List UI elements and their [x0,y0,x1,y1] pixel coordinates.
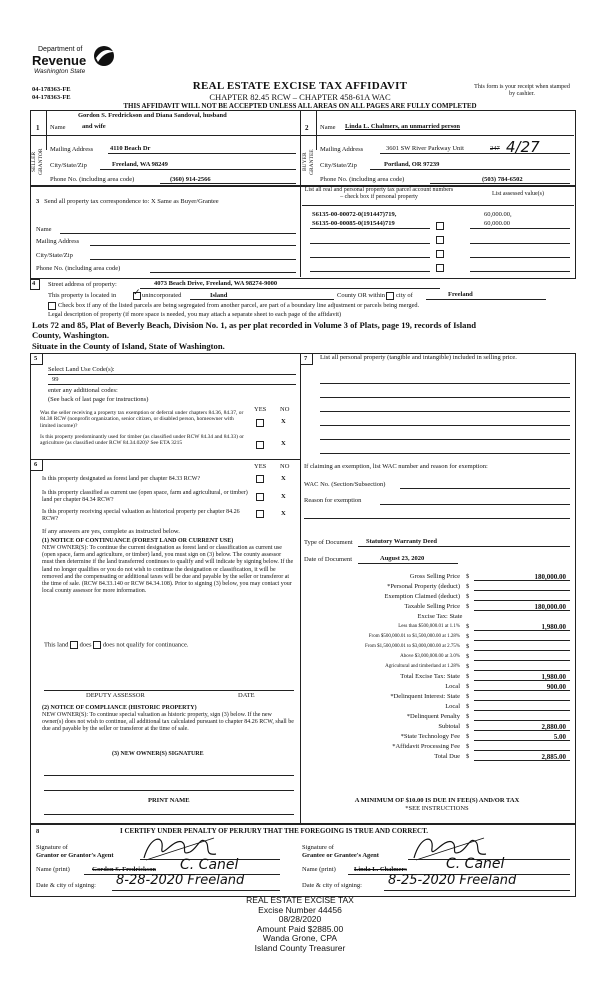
does-not-qualify-checkbox[interactable] [93,641,101,649]
buyer-addr-handwritten-unit: 4/27 [506,138,540,156]
sec6-q2: Is this property classified as current use (open space, farm and agricultural, or timber) land per chapter 84.34 RCW? [42,490,248,503]
calc-row-3-currency: $ [466,603,470,610]
exemption-label: If claiming an exemption, list WAC number and reason for exemption: [304,463,488,470]
this-land-label: This land [44,641,69,649]
total-8-label: Total Due [434,753,460,760]
seller-addr: 4110 Beach Dr [110,145,151,152]
personal-property-label: List all personal property (tangible and intangible) included in selling price. [320,354,517,361]
notice-1-title: (1) NOTICE OF CONTINUANCE (FOREST LAND OR CURRENT USE) [42,538,234,544]
sec3-phone-label: Phone No. (including area code) [36,265,121,272]
section-3-same-as-buyer[interactable]: X Same as Buyer/Grantee [150,198,219,205]
buyer-addr-label: Mailing Address [320,146,364,153]
total-5-label: Subtotal [438,723,460,730]
logo-line2: Revenue [32,53,87,68]
bracket-4-currency: $ [466,663,470,670]
sec6-q2-no-mark: X [281,493,286,500]
legal-label: Legal description of property (if more space is needed, you may attach a separate sheet to each page of the affidavit) [48,311,342,318]
total-6-value: 5.00 [553,733,566,741]
calc-row-2-label: Exemption Claimed (deduct) [384,593,460,600]
grantor-name-struck: Gordon S. Fredrickson [92,866,156,873]
calc-row-0-value: 180,000.00 [534,573,566,581]
sec6-q1: Is this property designated as forest land per chapter 84.33 RCW? [42,476,201,482]
grantee-name-handwritten: C. Canel [446,856,505,872]
legal-line3: Situate in the County of Island, State of Washington. [32,341,225,351]
total-0-label: Total Excise Tax: State [400,673,460,680]
sec5-yes-header: YES [254,406,267,413]
sec5-q2-no-mark: X [281,440,286,447]
bracket-0-currency: $ [466,623,470,630]
total-1-currency: $ [466,683,470,690]
city-checkbox[interactable] [386,292,394,300]
grantor-sig-label1: Signature of [36,844,68,851]
logo-swoosh-icon [90,44,118,68]
buyer-addr-struck-unit: 247 [490,145,500,152]
treasurer-stamp [0,896,600,954]
grantee-date-label: Date & city of signing: [302,882,362,889]
parcel-3-personal-checkbox[interactable] [436,236,444,244]
sec5-q2-yes-checkbox[interactable] [256,441,264,449]
certify-statement: I CERTIFY UNDER PENALTY OF PERJURY THAT THE FOREGOING IS TRUE AND CORRECT. [120,827,429,835]
buyer-city-label: City/State/Zip [320,162,357,169]
sec3-city-label: City/State/Zip [36,252,73,259]
sec6-q2-yes-checkbox[interactable] [256,493,264,501]
seller-city: Freeland, WA 98249 [112,161,168,168]
buyer-phone: (503) 784-6502 [482,176,523,183]
total-5-currency: $ [466,723,470,730]
property-addr-label: Street address of property: [48,281,117,288]
does-not-qualify-label: does not qualify for continuance. [102,641,189,649]
sec5-no-header: NO [280,406,290,413]
section-7-number: 7 [304,355,308,362]
sec5-q2: Is this property predominantly used for timber (as classified under RCW 84.34 and 84.33) or agriculture (as classified under RCW 84.34.020)? See ETA 3215 [40,434,244,447]
unincorporated-check-icon: ✓ [133,288,141,298]
buyer-city: Portland, OR 97239 [384,161,440,168]
total-4-currency: $ [466,713,470,720]
grantor-name-label: Name (print) [36,866,70,873]
buyer-name: Linda L. Chalmers, an unmarried person [345,123,461,130]
total-4-label: *Delinquent Penalty [406,713,460,720]
additional-codes-label: enter any additional codes: [48,387,118,394]
seller-name-line2: and wife [82,123,106,130]
luc-value: 99 [52,376,59,383]
if-yes-note: If any answers are yes, complete as instructed below. [42,528,180,535]
see-instructions: (See back of last page for instructions) [48,396,149,403]
section-5-number: 5 [34,355,38,362]
section-3-label: Send all property tax correspondence to: [44,198,150,205]
reason-label: Reason for exemption [304,497,362,504]
doc-type-label: Type of Document [304,539,353,546]
city-name: Freeland [448,291,473,298]
doc-date: August 23, 2020 [380,555,425,562]
grantor-name-handwritten: C. Canel [180,857,239,873]
buyer-name-label: Name [320,124,336,131]
total-1-label: Local [445,683,460,690]
logo-line1: Department of [38,46,83,53]
receipt-note: This form is your receipt when stamped by cashier. [474,84,570,97]
calc-row-1-currency: $ [466,583,470,590]
parcel-5-personal-checkbox[interactable] [436,264,444,272]
bracket-0-label: Less than $500,000.01 at 1.1% [398,624,460,629]
ref-number-2: 04-178363-FE [32,94,71,101]
buyer-phone-label: Phone No. (including area code) [320,176,405,183]
unincorporated-label: unincorporated [142,292,182,299]
stamp-line-5: Wanda Grone, CPA [262,933,338,944]
notice-3-title: (3) NEW OWNER(S) SIGNATURE [112,751,204,757]
total-7-label: *Affidavit Processing Fee [392,743,460,750]
total-3-currency: $ [466,703,470,710]
sec6-q3-yes-checkbox[interactable] [256,510,264,518]
sec6-q3-no-mark: X [281,510,286,517]
calc-row-3-label: Taxable Selling Price [404,603,460,610]
seller-city-label: City/State/Zip [50,162,87,169]
form-title: REAL ESTATE EXCISE TAX AFFIDAVIT [192,80,408,92]
sec3-addr-label: Mailing Address [36,238,80,245]
city-of-label: city of [396,292,413,299]
parcel-2-personal-checkbox[interactable] [436,222,444,230]
seller-name-line1: Gordon S. Fredrickson and Diana Sandoval, husband [78,112,227,119]
bracket-4-label: Agricultural and timberland at 1.28% [385,664,460,669]
calc-row-2-currency: $ [466,593,470,600]
sec6-q1-yes-checkbox[interactable] [256,475,264,483]
assessed-1: 60,000.00, [484,211,512,218]
deputy-assessor-label: DEPUTY ASSESSOR [86,692,145,699]
stamp-line-4: Amount Paid $2885.00 [256,923,344,934]
luc-label: Select Land Use Code(s): [48,366,115,373]
bracket-1-currency: $ [466,633,470,640]
section-8-number: 8 [36,828,40,835]
stamp-line-3: 08/28/2020 [278,914,322,925]
buyer-side-label: BUYER GRANTEE [302,149,315,175]
doc-date-label: Date of Document [304,556,353,563]
bracket-1-label: From $500,000.01 to $1,500,000.00 at 1.28% [368,634,460,639]
county-name: Island [210,292,228,299]
bracket-2-currency: $ [466,643,470,650]
total-1-value: 900.00 [546,683,566,691]
notice-1-text: NEW OWNER(S): To continue the current designation as forest land or classification as current use (open space, farm and agriculture, or timber) land, you must sign on (3) below. The county assessor must then determine if the land transferred continues to qualify and will indicate by signing below. If the land no longer qualifies or you do not wish to continue the designation or classification, it will be removed and the compensating or additional taxes will be due and payable by the seller or transferor at the time of sale. (RCW 84.33.140 or RCW 84.34.108). Prior to signing (3) below, you may contact your local county assessor for more information. [42,545,294,595]
see-instructions-note: *SEE INSTRUCTIONS [405,805,469,812]
seller-side-label: SELLER GRANTOR [31,148,44,176]
sec5-q1: Was the seller receiving a property tax exemption or deferral under chapters 84.36, 84.37, or 84.38 RCW (nonprofit organization, senior citizen, or disabled person, homeowner with limited income)? [40,410,244,429]
total-6-label: *State Technology Fee [400,733,460,740]
assessed-header: List assessed value(s) [492,191,544,197]
print-name-label: PRINT NAME [148,797,190,804]
notice-2-text: NEW OWNER(S): To continue special valuation as historic property, sign (3) below. If the new owner(s) does not wish to continue, all additional tax calculated pursuant to chapter 84.26 RCW, shall be due and payable by the seller or transferor at the time of sale. [42,712,294,733]
segregated-text: Check box if any of the listed parcels are being segregated from another parcel, are part of a boundary line adjustment or parcels being merged. [58,302,420,309]
grantee-name-label: Name (print) [302,866,336,873]
calc-row-0-currency: $ [466,573,470,580]
segregated-checkbox[interactable] [48,302,56,310]
section-4-number: 4 [32,280,36,287]
wac-label: WAC No. (Section/Subsection) [304,481,386,488]
section-6-number: 6 [34,461,38,468]
total-0-currency: $ [466,673,470,680]
dor-logo [30,44,125,80]
excise-state-label: Excise Tax: State [417,613,463,620]
stamp-line-2: Excise Number 44456 [258,904,342,915]
sec6-no-header: NO [280,463,290,470]
parcel-2: S6135-00-00085-0(191544)719 [312,220,395,227]
grantee-sig-label2: Grantee or Grantee's Agent [302,852,379,859]
total-8-value: 2,885.00 [541,753,566,761]
total-3-label: Local [445,703,460,710]
parcels-header: List all real and personal property tax parcel account numbers – check box if personal property [304,187,454,200]
seller-name-label: Name [50,124,66,131]
total-0-value: 1,980.00 [541,673,566,681]
sec3-name-label: Name [36,226,52,233]
bracket-3-currency: $ [466,653,470,660]
sec6-q3: Is this property receiving special valuation as historical property per chapter 84.26 RCW? [42,509,240,522]
bracket-2-label: From $1,500,000.01 to $3,000,000.00 at 2.75% [365,644,460,649]
total-6-currency: $ [466,733,470,740]
grantee-date-handwritten: 8-25-2020 Freeland [388,873,517,888]
notice-2-title: (2) NOTICE OF COMPLIANCE (HISTORIC PROPERTY) [42,705,197,711]
grantee-name-struck: Linda L. Chalmers [354,866,407,873]
sec6-yes-header: YES [254,463,267,470]
section-3-number: 3 [36,198,40,205]
does-label: does [79,641,92,649]
legal-line2: County, Washington. [32,330,109,340]
form-subtitle: CHAPTER 82.45 RCW – CHAPTER 458-61A WAC [209,92,391,102]
total-2-currency: $ [466,693,470,700]
section-2-number: 2 [305,124,309,132]
bracket-3-label: Above $3,000,000.00 at 3.0% [400,654,460,659]
sec5-q1-no-mark: X [281,418,286,425]
legal-line1: Lots 72 and 85, Plat of Beverly Beach, Division No. 1, as per plat recorded in Volume 3 of Plats, page 19, records of Island [32,320,477,330]
sec6-q1-no-mark: X [281,475,286,482]
county-or-within-label: County OR within [337,292,386,299]
deputy-date-label: DATE [238,692,255,699]
does-qualify-checkbox[interactable] [70,641,78,649]
located-label: This property is located in [48,292,117,299]
grantor-date-label: Date & city of signing: [36,882,96,889]
grantee-sig-label1: Signature of [302,844,334,851]
total-8-currency: $ [466,753,470,760]
total-7-currency: $ [466,743,470,750]
seller-phone-label: Phone No. (including area code) [50,176,135,183]
section-1-number: 1 [36,124,40,132]
calc-row-3-value: 180,000.00 [534,603,566,611]
parcel-1: S6135-00-00072-0(191447)719, [312,211,397,218]
grantor-sig-label2: Grantor or Grantor's Agent [36,852,114,859]
total-2-label: *Delinquent Interest: State [390,693,460,700]
section-3-row [36,198,219,206]
seller-phone: (360) 914-2566 [170,176,211,183]
assessed-2: 60,000.00 [484,220,510,227]
form-warning: THIS AFFIDAVIT WILL NOT BE ACCEPTED UNLESS ALL AREAS ON ALL PAGES ARE FULLY COMPLETED [123,102,477,110]
bracket-0-value: 1,980.00 [541,623,566,631]
stamp-line-1: REAL ESTATE EXCISE TAX [246,895,354,905]
ref-number-1: 04-178363-FE [32,86,71,93]
sec5-q1-yes-checkbox[interactable] [256,419,264,427]
minimum-due: A MINIMUM OF $10.00 IS DUE IN FEE(S) AND/OR TAX [354,797,520,804]
calc-row-1-label: *Personal Property (deduct) [387,583,460,590]
logo-line3: Washington State [34,68,86,75]
stamp-line-6: Island County Treasurer [254,942,346,953]
grantor-date-handwritten: 8-28-2020 Freeland [116,873,245,888]
seller-addr-label: Mailing Address [50,146,94,153]
parcel-4-personal-checkbox[interactable] [436,250,444,258]
total-5-value: 2,880.00 [541,723,566,731]
buyer-addr: 3601 SW River Parkway Unit [386,145,464,152]
calc-row-0-label: Gross Selling Price [409,573,460,580]
property-addr: 4073 Beach Drive, Freeland, WA 98274-9000 [154,280,278,287]
qualify-row [44,641,189,649]
doc-type: Statutory Warranty Deed [366,538,438,545]
